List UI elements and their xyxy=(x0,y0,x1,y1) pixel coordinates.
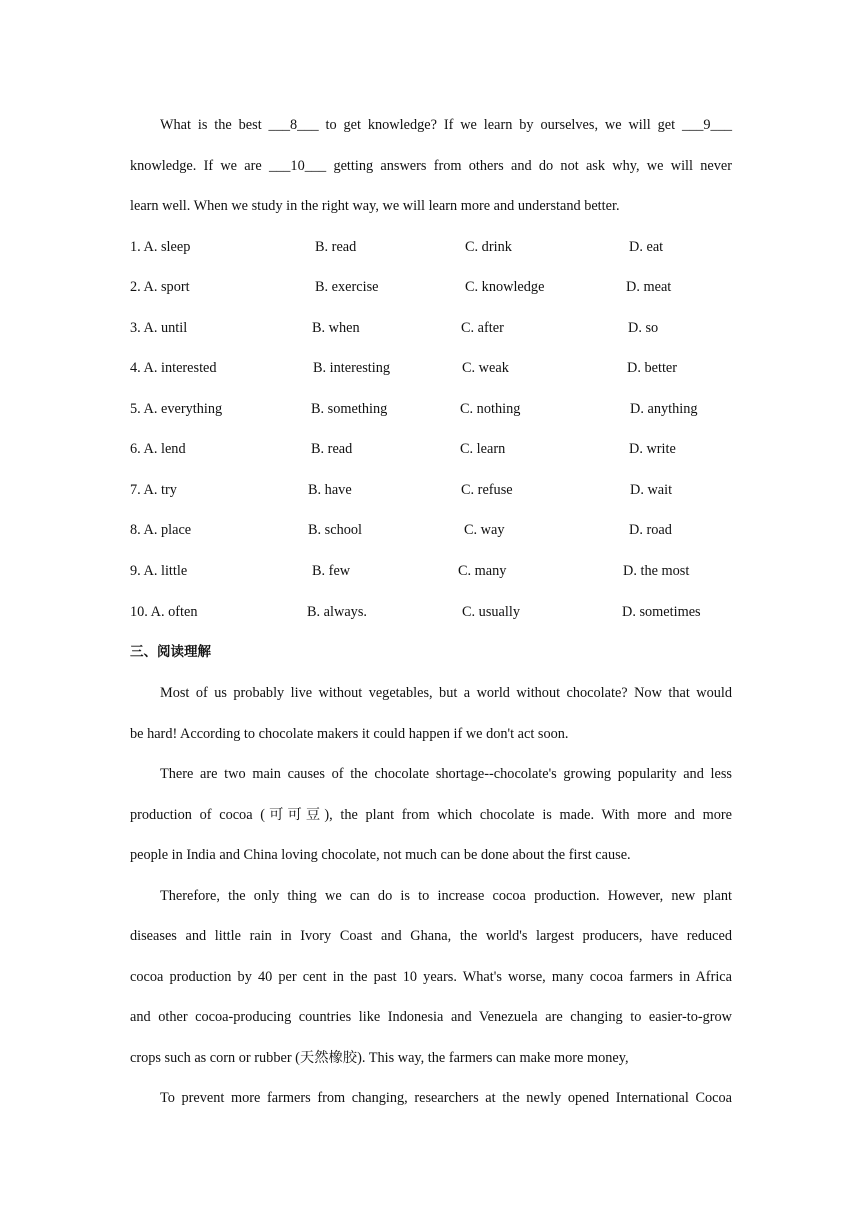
option-c: C. weak xyxy=(462,360,509,376)
reading-line: crops such as corn or rubber (天然橡胶). This way, the farmers can make more money, xyxy=(130,1049,629,1066)
option-a: 4. A. interested xyxy=(130,360,217,376)
reading-line: To prevent more farmers from changing, researchers at the newly opened International Cocoa xyxy=(160,1090,732,1106)
option-a: 9. A. little xyxy=(130,563,188,579)
option-b: B. interesting xyxy=(313,360,391,376)
reading-line: cocoa production by 40 per cent in the past 10 years. What's worse, many cocoa farmers in Africa xyxy=(130,968,732,985)
reading-line: people in India and China loving chocolate, not much can be done about the first cause. xyxy=(130,847,631,863)
option-c: C. way xyxy=(464,522,505,538)
option-a: 2. A. sport xyxy=(130,279,190,295)
option-d: D. write xyxy=(629,441,676,457)
option-a: 10. A. often xyxy=(130,604,198,620)
option-a: 6. A. lend xyxy=(130,441,186,457)
passage-line: knowledge. If we are ___10___ getting answers from others and do not ask why, we will never xyxy=(130,157,732,174)
option-b: B. read xyxy=(311,441,353,457)
option-d: D. anything xyxy=(630,401,698,417)
option-a: 5. A. everything xyxy=(130,401,223,417)
option-b: B. exercise xyxy=(315,279,379,295)
option-b: B. have xyxy=(308,482,352,498)
option-b: B. read xyxy=(315,239,357,255)
option-d: D. better xyxy=(627,360,678,376)
option-d: D. sometimes xyxy=(622,604,701,620)
option-a: 3. A. until xyxy=(130,320,188,336)
option-b: B. school xyxy=(308,522,363,538)
option-d: D. eat xyxy=(629,239,664,255)
option-d: D. so xyxy=(628,320,659,336)
option-b: B. always. xyxy=(307,604,367,620)
option-d: D. wait xyxy=(630,482,673,498)
section-heading: 三、阅读理解 xyxy=(130,644,211,660)
reading-line: Most of us probably live without vegetables, but a world without chocolate? Now that would xyxy=(160,685,732,701)
option-a: 7. A. try xyxy=(130,482,177,498)
reading-line: diseases and little rain in Ivory Coast and Ghana, the world's largest producers, have reduced xyxy=(130,928,732,944)
option-c: C. refuse xyxy=(461,482,513,498)
option-c: C. learn xyxy=(460,441,506,457)
option-a: 8. A. place xyxy=(130,522,192,538)
option-c: C. after xyxy=(461,320,504,336)
reading-line: Therefore, the only thing we can do is to increase cocoa production. However, new plant xyxy=(160,887,732,904)
option-c: C. knowledge xyxy=(465,279,545,295)
option-b: B. when xyxy=(312,320,360,336)
option-c: C. usually xyxy=(462,604,520,620)
option-a: 1. A. sleep xyxy=(130,239,191,255)
passage-line: learn well. When we study in the right way, we will learn more and understand better. xyxy=(130,198,620,214)
passage-line: What is the best ___8___ to get knowledge? If we learn by ourselves, we will get ___9___ xyxy=(160,117,732,133)
option-d: D. road xyxy=(629,522,672,538)
option-c: C. nothing xyxy=(460,401,521,417)
reading-line: and other cocoa-producing countries like Indonesia and Venezuela are changing to easier-to-grow xyxy=(130,1009,732,1025)
option-d: D. meat xyxy=(626,279,672,295)
option-c: C. drink xyxy=(465,239,512,255)
reading-line: production of cocoa (可可豆), the plant from which chocolate is made. With more and more xyxy=(130,806,732,823)
reading-line: be hard! According to chocolate makers it could happen if we don't act soon. xyxy=(130,725,569,742)
option-b: B. few xyxy=(312,563,351,579)
option-c: C. many xyxy=(458,563,507,579)
option-b: B. something xyxy=(311,401,388,417)
option-d: D. the most xyxy=(623,563,690,579)
reading-line: There are two main causes of the chocolate shortage--chocolate's growing popularity and less xyxy=(160,766,732,782)
